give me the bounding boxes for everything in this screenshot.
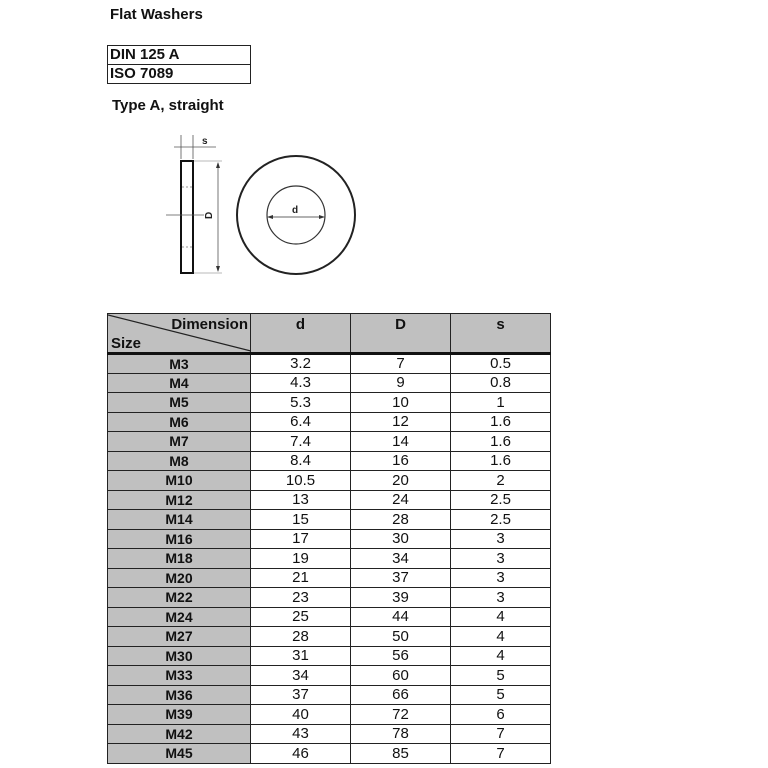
page-title: Flat Washers (110, 6, 203, 23)
size-cell: M12 (108, 490, 251, 510)
table-row (108, 568, 551, 588)
table-row (108, 549, 551, 569)
table-row (108, 744, 551, 764)
standards-box (107, 45, 251, 84)
d-label: d (292, 205, 299, 216)
washer-side-view (166, 135, 222, 273)
s-cell: 5 (451, 666, 551, 686)
D-cell: 56 (351, 646, 451, 666)
d-cell: 6.4 (251, 412, 351, 432)
size-cell: M10 (108, 471, 251, 491)
d-cell: 5.3 (251, 393, 351, 413)
D-cell: 14 (351, 432, 451, 452)
D-cell: 30 (351, 529, 451, 549)
size-cell: M8 (108, 451, 251, 471)
table-row (108, 646, 551, 666)
washer-front-view (237, 156, 355, 274)
table-row (108, 412, 551, 432)
D-cell: 85 (351, 744, 451, 764)
d-cell: 15 (251, 510, 351, 530)
d-cell: 46 (251, 744, 351, 764)
d-cell: 37 (251, 685, 351, 705)
d-cell: 23 (251, 588, 351, 608)
size-cell: M14 (108, 510, 251, 530)
s-cell: 0.8 (451, 373, 551, 393)
table-row (108, 451, 551, 471)
D-cell: 16 (351, 451, 451, 471)
size-cell: M33 (108, 666, 251, 686)
table-row (108, 627, 551, 647)
dimension-label: Dimension (171, 316, 248, 333)
size-cell: M20 (108, 568, 251, 588)
s-cell: 3 (451, 588, 551, 608)
table-row (108, 724, 551, 744)
D-cell: 44 (351, 607, 451, 627)
D-cell: 66 (351, 685, 451, 705)
s-cell: 1.6 (451, 412, 551, 432)
s-cell: 7 (451, 724, 551, 744)
d-cell: 13 (251, 490, 351, 510)
table-row (108, 354, 551, 374)
size-cell: M24 (108, 607, 251, 627)
d-cell: 4.3 (251, 373, 351, 393)
D-cell: 7 (351, 354, 451, 374)
D-cell: 78 (351, 724, 451, 744)
standard-iso: ISO 7089 (108, 64, 250, 83)
d-cell: 34 (251, 666, 351, 686)
D-cell: 39 (351, 588, 451, 608)
d-cell: 19 (251, 549, 351, 569)
size-cell: M4 (108, 373, 251, 393)
d-cell: 28 (251, 627, 351, 647)
table-row (108, 393, 551, 413)
s-cell: 5 (451, 685, 551, 705)
washer-drawing (160, 125, 380, 290)
d-cell: 40 (251, 705, 351, 725)
D-cell: 34 (351, 549, 451, 569)
s-label: s (202, 136, 208, 147)
size-cell: M27 (108, 627, 251, 647)
table-row (108, 529, 551, 549)
D-cell: 12 (351, 412, 451, 432)
s-cell: 1.6 (451, 451, 551, 471)
s-cell: 4 (451, 646, 551, 666)
D-cell: 72 (351, 705, 451, 725)
dimensions-table (107, 313, 551, 764)
table-row (108, 685, 551, 705)
size-cell: M7 (108, 432, 251, 452)
table-row (108, 607, 551, 627)
table-row (108, 432, 551, 452)
size-cell: M6 (108, 412, 251, 432)
d-cell: 17 (251, 529, 351, 549)
s-cell: 2.5 (451, 490, 551, 510)
D-cell: 60 (351, 666, 451, 686)
corner-header (108, 314, 251, 354)
size-cell: M39 (108, 705, 251, 725)
size-cell: M16 (108, 529, 251, 549)
table-header-row (108, 314, 551, 354)
header-s: s (451, 314, 551, 354)
size-cell: M5 (108, 393, 251, 413)
s-cell: 6 (451, 705, 551, 725)
s-cell: 2.5 (451, 510, 551, 530)
type-label: Type A, straight (112, 97, 224, 114)
d-cell: 25 (251, 607, 351, 627)
D-cell: 10 (351, 393, 451, 413)
D-cell: 20 (351, 471, 451, 491)
D-cell: 9 (351, 373, 451, 393)
header-d: d (251, 314, 351, 354)
s-cell: 4 (451, 627, 551, 647)
s-cell: 3 (451, 568, 551, 588)
table-row (108, 373, 551, 393)
header-D: D (351, 314, 451, 354)
s-cell: 2 (451, 471, 551, 491)
D-cell: 28 (351, 510, 451, 530)
D-label: D (204, 211, 215, 219)
d-cell: 3.2 (251, 354, 351, 374)
size-cell: M22 (108, 588, 251, 608)
d-cell: 10.5 (251, 471, 351, 491)
d-cell: 43 (251, 724, 351, 744)
D-cell: 24 (351, 490, 451, 510)
s-cell: 7 (451, 744, 551, 764)
size-cell: M42 (108, 724, 251, 744)
size-label: Size (111, 335, 142, 352)
d-cell: 21 (251, 568, 351, 588)
standard-din: DIN 125 A (110, 46, 180, 63)
s-cell: 1.6 (451, 432, 551, 452)
size-cell: M3 (108, 354, 251, 374)
s-cell: 3 (451, 529, 551, 549)
d-cell: 7.4 (251, 432, 351, 452)
table-row (108, 471, 551, 491)
table-row (108, 510, 551, 530)
size-cell: M36 (108, 685, 251, 705)
D-cell: 37 (351, 568, 451, 588)
s-cell: 0.5 (451, 354, 551, 374)
size-cell: M18 (108, 549, 251, 569)
table-row (108, 588, 551, 608)
D-cell: 50 (351, 627, 451, 647)
size-cell: M45 (108, 744, 251, 764)
d-cell: 8.4 (251, 451, 351, 471)
table-row (108, 705, 551, 725)
s-cell: 4 (451, 607, 551, 627)
s-cell: 1 (451, 393, 551, 413)
table-row (108, 666, 551, 686)
d-cell: 31 (251, 646, 351, 666)
s-cell: 3 (451, 549, 551, 569)
table-row (108, 490, 551, 510)
size-cell: M30 (108, 646, 251, 666)
